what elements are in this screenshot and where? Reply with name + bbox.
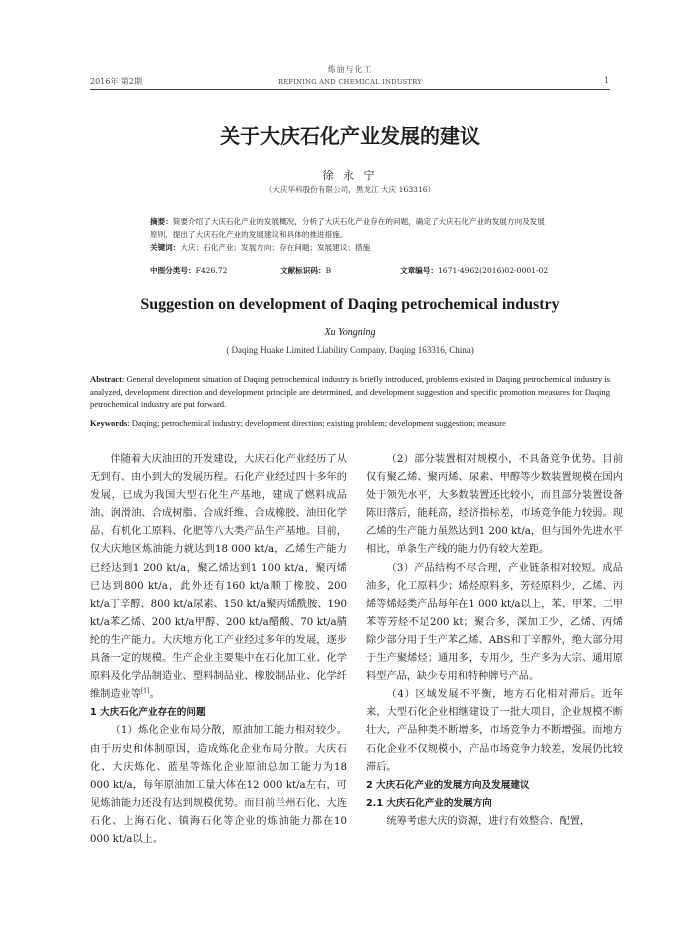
author-cn: 徐 永 宁	[322, 169, 378, 182]
abstract-en	[90, 373, 610, 411]
body-right-column	[366, 451, 623, 831]
doc-code-label: 文献标识码：	[280, 266, 326, 275]
problem-paragraph-4: （4）区域发展不平衡，地方石化相对滞后。近年来，大型石化企业相继建设了一批大项目，企业规模不断壮大，产品种类不断增多，市场竞争力不断增强。而地方石化企业不仅规模小，产品市场竞争力较差，发展仍比较滞后。	[366, 689, 623, 773]
abstract-cn-label: 摘要：	[150, 217, 173, 226]
citation-ref: [1]	[140, 687, 150, 695]
section-heading-1: 1 大庆石化产业存在的问题	[90, 707, 206, 719]
keywords-en	[90, 418, 610, 428]
journal-header	[0, 64, 700, 86]
abstract-en-label: Abstract	[90, 374, 122, 384]
clc-value: F426.72	[195, 266, 228, 275]
affiliation-cn: （大庆华科股份有限公司，黑龙江 大庆 163316）	[264, 185, 436, 194]
problem-paragraph-2: （2）部分装置相对规模小，不具备竞争优势。目前仅有聚乙烯、聚丙烯、尿素、甲醇等少数装置规模在国内处于领先水平，大多数装置还比较小，而且部分装置设备陈旧落后，能耗高，经济指标差，市场竞争能力较弱。现乙烯的生产能力虽然达到1 200 kt/a，但与国外先进水平相比，单条生产线的能力仍有较大差距。	[366, 454, 623, 556]
journal-name-en: REFINING AND CHEMICAL INDUSTRY	[278, 78, 422, 86]
intro-text: 伴随着大庆油田的开发建设，大庆石化产业经历了从无到有、由小到大的发展历程。石化产业经过四十多年的发展，已成为我国大型石化生产基地，建成了燃料成品油、润滑油、合成树脂、合成纤维、合成橡胶、油田化学品、有机化工原料、化肥等八大类产品生产基地。目前，仅大庆地区炼油能力就达到18 000 kt/a，乙烯生产能力已经达到1 200 kt/a，聚乙烯达到1 100 kt/a，聚丙烯已达到800 kt/a，此外还有160 kt/a顺丁橡胶、200 kt/a丁辛醇、800 kt/a尿素、150 kt/a聚丙烯酰胺、190 kt/a苯乙烯、200 kt/a甲醇、200 kt/a醋酸、70 kt/a腈纶的生产能力。大庆地方化工产业经过多年的发展，逐步具备一定的规模。生产企业主要集中在石化加工业、化学原料及化学品制造业、塑料制品业、橡胶制品业、化学纤维制造业等	[90, 454, 347, 701]
keywords-cn-label: 关键词：	[150, 243, 181, 252]
abstract-en-text: : General development situation of Daqing petrochemical industry is briefly introduced, problems existed in Daqing petrochemical industry is analyzed, development direction and development principle are determined, and development suggestion and specific promotion measures for Daqing petrochemical industry are put forward.	[90, 374, 610, 409]
subsection-heading-2-1: 2.1 大庆石化产业的发展方向	[366, 797, 492, 809]
intro-end: 。	[149, 689, 160, 701]
author-en: Xu Yongning	[324, 327, 376, 338]
abstract-cn	[150, 215, 550, 241]
keywords-cn-text: 大庆；石化产业；发展方向；存在问题；发展建议；措施	[180, 243, 371, 252]
direction-paragraph: 统筹考虑大庆的资源，进行有效整合、配置，	[386, 815, 591, 827]
problem-paragraph-1: （1）炼化企业布局分散，原油加工能力相对较少。由于历史和体制原因，造成炼化企业布局分散。大庆石化、大庆炼化、蓝星等炼化企业原油总加工能力为18 000 kt/a，每年原油加工量大体在12 000 kt/a左右，可见炼油能力还没有达到规模优势。而目前兰州石化、大连石化、上海石化、镇海石化等企业的炼油能力都在10 000 kt/a以上。	[90, 725, 347, 845]
header-divider	[90, 89, 610, 90]
problem-paragraph-3: （3）产品结构不尽合理，产业链条相对较短。成品油多，化工原料少；烯烃原料多，芳烃原料少，乙烯、丙烯等烯烃类产品每年在1 000 kt/a以上，苯、甲苯、二甲苯等芳烃不足200 kt；聚合多，深加工少，乙烯、丙烯除少部分用于生产苯乙烯、ABS和丁辛醇外，绝大部分用于生产聚烯烃；通用多，专用少，生产多为大宗、通用原料型产品，缺少专用和特种牌号产品。	[366, 562, 623, 683]
body-left-column	[90, 451, 347, 849]
clc-label: 中图分类号：	[150, 266, 196, 275]
title-en: Suggestion on development of Daqing petrochemical industry	[140, 296, 560, 313]
page-number: 1	[604, 76, 610, 85]
keywords-cn	[150, 241, 550, 254]
abstract-cn-block	[150, 215, 550, 254]
keywords-en-label: Keywords	[90, 418, 128, 428]
journal-name-cn: 炼油与化工	[327, 65, 373, 74]
section-heading-2: 2 大庆石化产业的发展方向及发展建议	[366, 779, 530, 791]
article-no-value: 1671-4962(2016)02-0001-02	[437, 266, 549, 275]
affiliation-en: ( Daqing Huake Limited Liability Company, Daqing 163316, China)	[226, 345, 474, 355]
issue-label: 2016年 第2期	[90, 77, 142, 86]
doc-code-value: B	[325, 266, 332, 275]
keywords-en-text: : Daqing; petrochemical industry; development direction; existing problem; development suggestion; measure	[127, 418, 506, 428]
abstract-cn-text: 简要介绍了大庆石化产业的发展概况，分析了大庆石化产业存在的问题，确定了大庆石化产业的发展方向及发展原则，提出了大庆石化产业的发展建议和具体的推进措施。	[150, 217, 545, 239]
intro-paragraph	[90, 451, 347, 704]
title-cn: 关于大庆石化产业发展的建议	[220, 124, 480, 148]
article-no-label: 文章编号：	[400, 266, 438, 275]
